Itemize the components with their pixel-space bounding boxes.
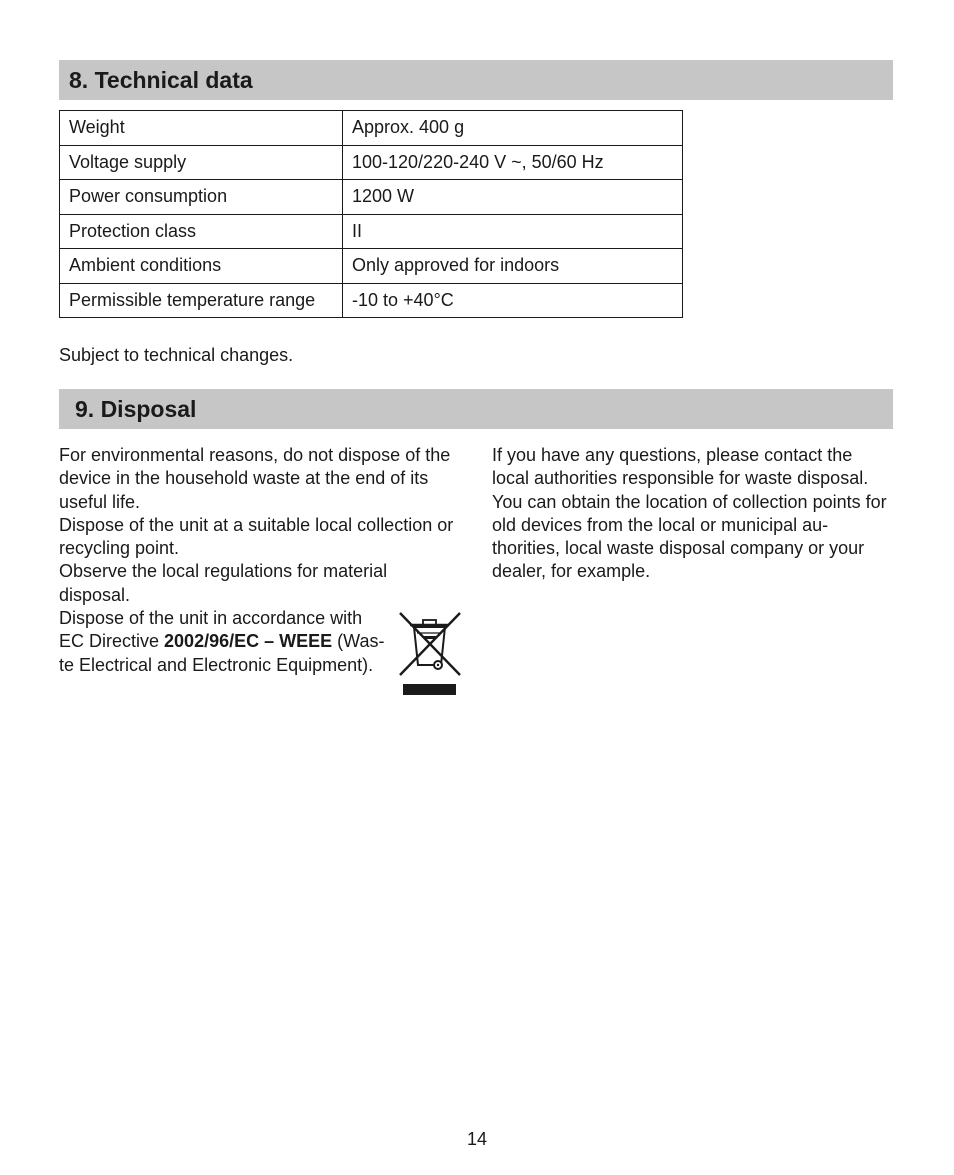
disposal-contact-paragraph: If you have any questions, please contact the local authorities responsible for waste disposal. You can obtain the location of collection points for old devices from the local or municipal au-thorities, local waste disposal company or your dealer, for example. bbox=[492, 445, 887, 582]
table-row bbox=[60, 180, 683, 215]
spec-value: 1200 W bbox=[343, 180, 683, 215]
weee-prefix: EC Directive bbox=[59, 631, 165, 652]
spec-label: Protection class bbox=[60, 214, 343, 249]
disposal-paragraph: For environmental reasons, do not dispose of the device in the household waste at the end of its useful life. bbox=[59, 445, 451, 512]
table-row bbox=[60, 214, 683, 249]
spec-value: -10 to +40°C bbox=[343, 283, 683, 318]
weee-line-1: Dispose of the unit in accordance with bbox=[59, 608, 363, 629]
spec-value: II bbox=[343, 214, 683, 249]
spec-value: Approx. 400 g bbox=[343, 111, 683, 146]
weee-directive-code: 2002/96/EC – WEEE bbox=[164, 631, 333, 652]
table-row bbox=[60, 111, 683, 146]
spec-label: Ambient conditions bbox=[60, 249, 343, 284]
technical-data-heading: 8. Technical data bbox=[59, 60, 893, 100]
table-row bbox=[60, 249, 683, 284]
weee-mid: (Was- bbox=[332, 631, 385, 652]
spec-label: Power consumption bbox=[60, 180, 343, 215]
technical-data-table bbox=[59, 110, 683, 318]
spec-value: 100-120/220-240 V ~, 50/60 Hz bbox=[343, 145, 683, 180]
spec-value: Only approved for indoors bbox=[343, 249, 683, 284]
crossed-out-wheelie-bin-icon bbox=[396, 609, 464, 697]
page-number: 14 bbox=[466, 1129, 488, 1149]
disposal-heading: 9. Disposal bbox=[59, 389, 893, 429]
disposal-paragraph: Observe the local regulations for material disposal. bbox=[59, 561, 388, 605]
spec-label: Permissible temperature range bbox=[60, 283, 343, 318]
disposal-paragraph: Dispose of the unit at a suitable local collection or recycling point. bbox=[59, 514, 454, 559]
table-row bbox=[60, 283, 683, 318]
technical-changes-note: Subject to technical changes. bbox=[59, 345, 294, 365]
table-row bbox=[60, 145, 683, 180]
disposal-right-column bbox=[492, 444, 892, 584]
spec-label: Weight bbox=[60, 111, 343, 146]
spec-label: Voltage supply bbox=[60, 145, 343, 180]
weee-line-3: te Electrical and Electronic Equipment). bbox=[59, 654, 374, 675]
